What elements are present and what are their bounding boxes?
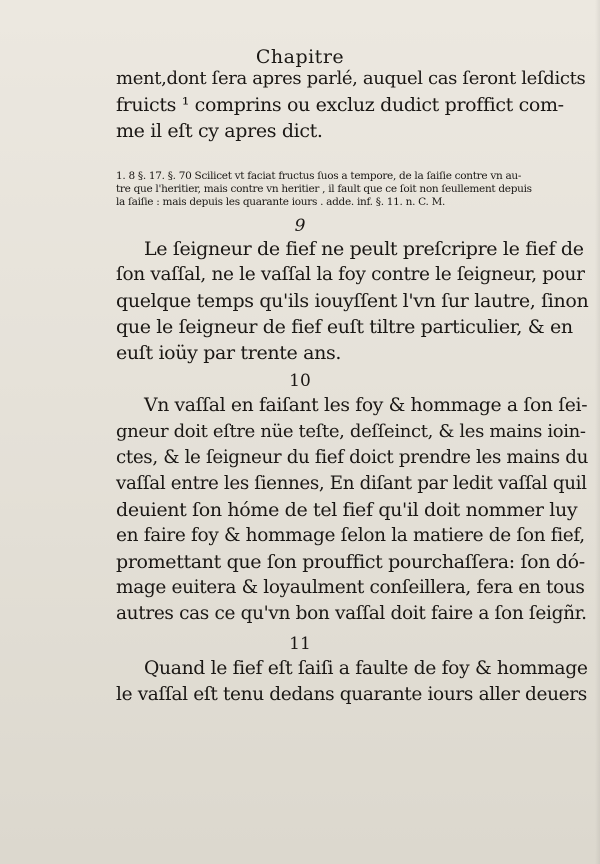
article-paragraph [116, 393, 590, 627]
text-line: Vn vaſſal en faiſant les foy & hommage a ſon ſei- [144, 395, 588, 416]
article-paragraph [116, 656, 590, 708]
marginal-note [116, 170, 590, 209]
article-number: 9 [294, 216, 306, 236]
running-header: Chapitre [255, 46, 345, 68]
text-line: quelque temps qu'ils iouyſſent l'vn ſur lautre, ſinon [116, 290, 589, 312]
text-line: Le ſeigneur de fief ne peult preſcripre le fief de [144, 238, 584, 260]
article-number: 10 [289, 371, 311, 391]
article-number: 11 [289, 634, 311, 654]
continuation-paragraph [116, 66, 590, 144]
text-line: mage euitera & loyaulment conſeillera, fera en tous [116, 577, 585, 598]
text-line: que le ſeigneur de fief euſt tiltre particulier, & en [116, 316, 573, 338]
text-line: promettant que ſon prouffict pourchaſſera: ſon dó- [116, 551, 585, 573]
text-line: euſt ioüy par trente ans. [116, 342, 342, 364]
text-line: autres cas ce qu'vn bon vaſſal doit faire a ſon ſeigñr. [116, 603, 587, 624]
text-line: me il eſt cy apres dict. [116, 120, 323, 142]
note-line: tre que l'heritier, mais contre vn heritier , il fault que ce ſoit non ſeullement depuis [116, 183, 532, 195]
text-line: fruicts ¹ comprins ou excluz dudict proffict com- [116, 94, 564, 116]
text-line: ſon vaſſal, ne le vaſſal la foy contre le ſeigneur, pour [116, 264, 585, 285]
text-line: vaſſal entre les ſiennes, En diſant par ledit vaſſal quil [116, 473, 587, 494]
article-paragraph [116, 236, 590, 366]
text-line: en faire foy & hommage ſelon la matiere de ſon fief, [116, 525, 585, 546]
note-line: la ſaiſie : mais depuis les quarante iours . adde. inf. §. 11. n. C. M. [116, 196, 446, 208]
text-line: Quand le fief eſt ſaiſi a faulte de foy & hommage [144, 658, 588, 679]
text-line: ment,dont ſera apres parlé, auquel cas ſeront leſdicts [116, 68, 586, 89]
text-line: ctes, & le ſeigneur du fief doict prendre les mains du [116, 447, 589, 468]
text-line: deuient ſon hóme de tel fief qu'il doit nommer luy [116, 499, 578, 521]
text-line: gneur doit eſtre nüe teſte, deſſeinct, & les mains ioin- [116, 421, 586, 442]
note-line: 1. 8 §. 17. §. 70 Scilicet vt faciat fructus ſuos a tempore, de la ſaiſie contre vn au- [116, 170, 522, 182]
text-line: le vaſſal eſt tenu dedans quarante iours aller deuers [116, 684, 587, 705]
